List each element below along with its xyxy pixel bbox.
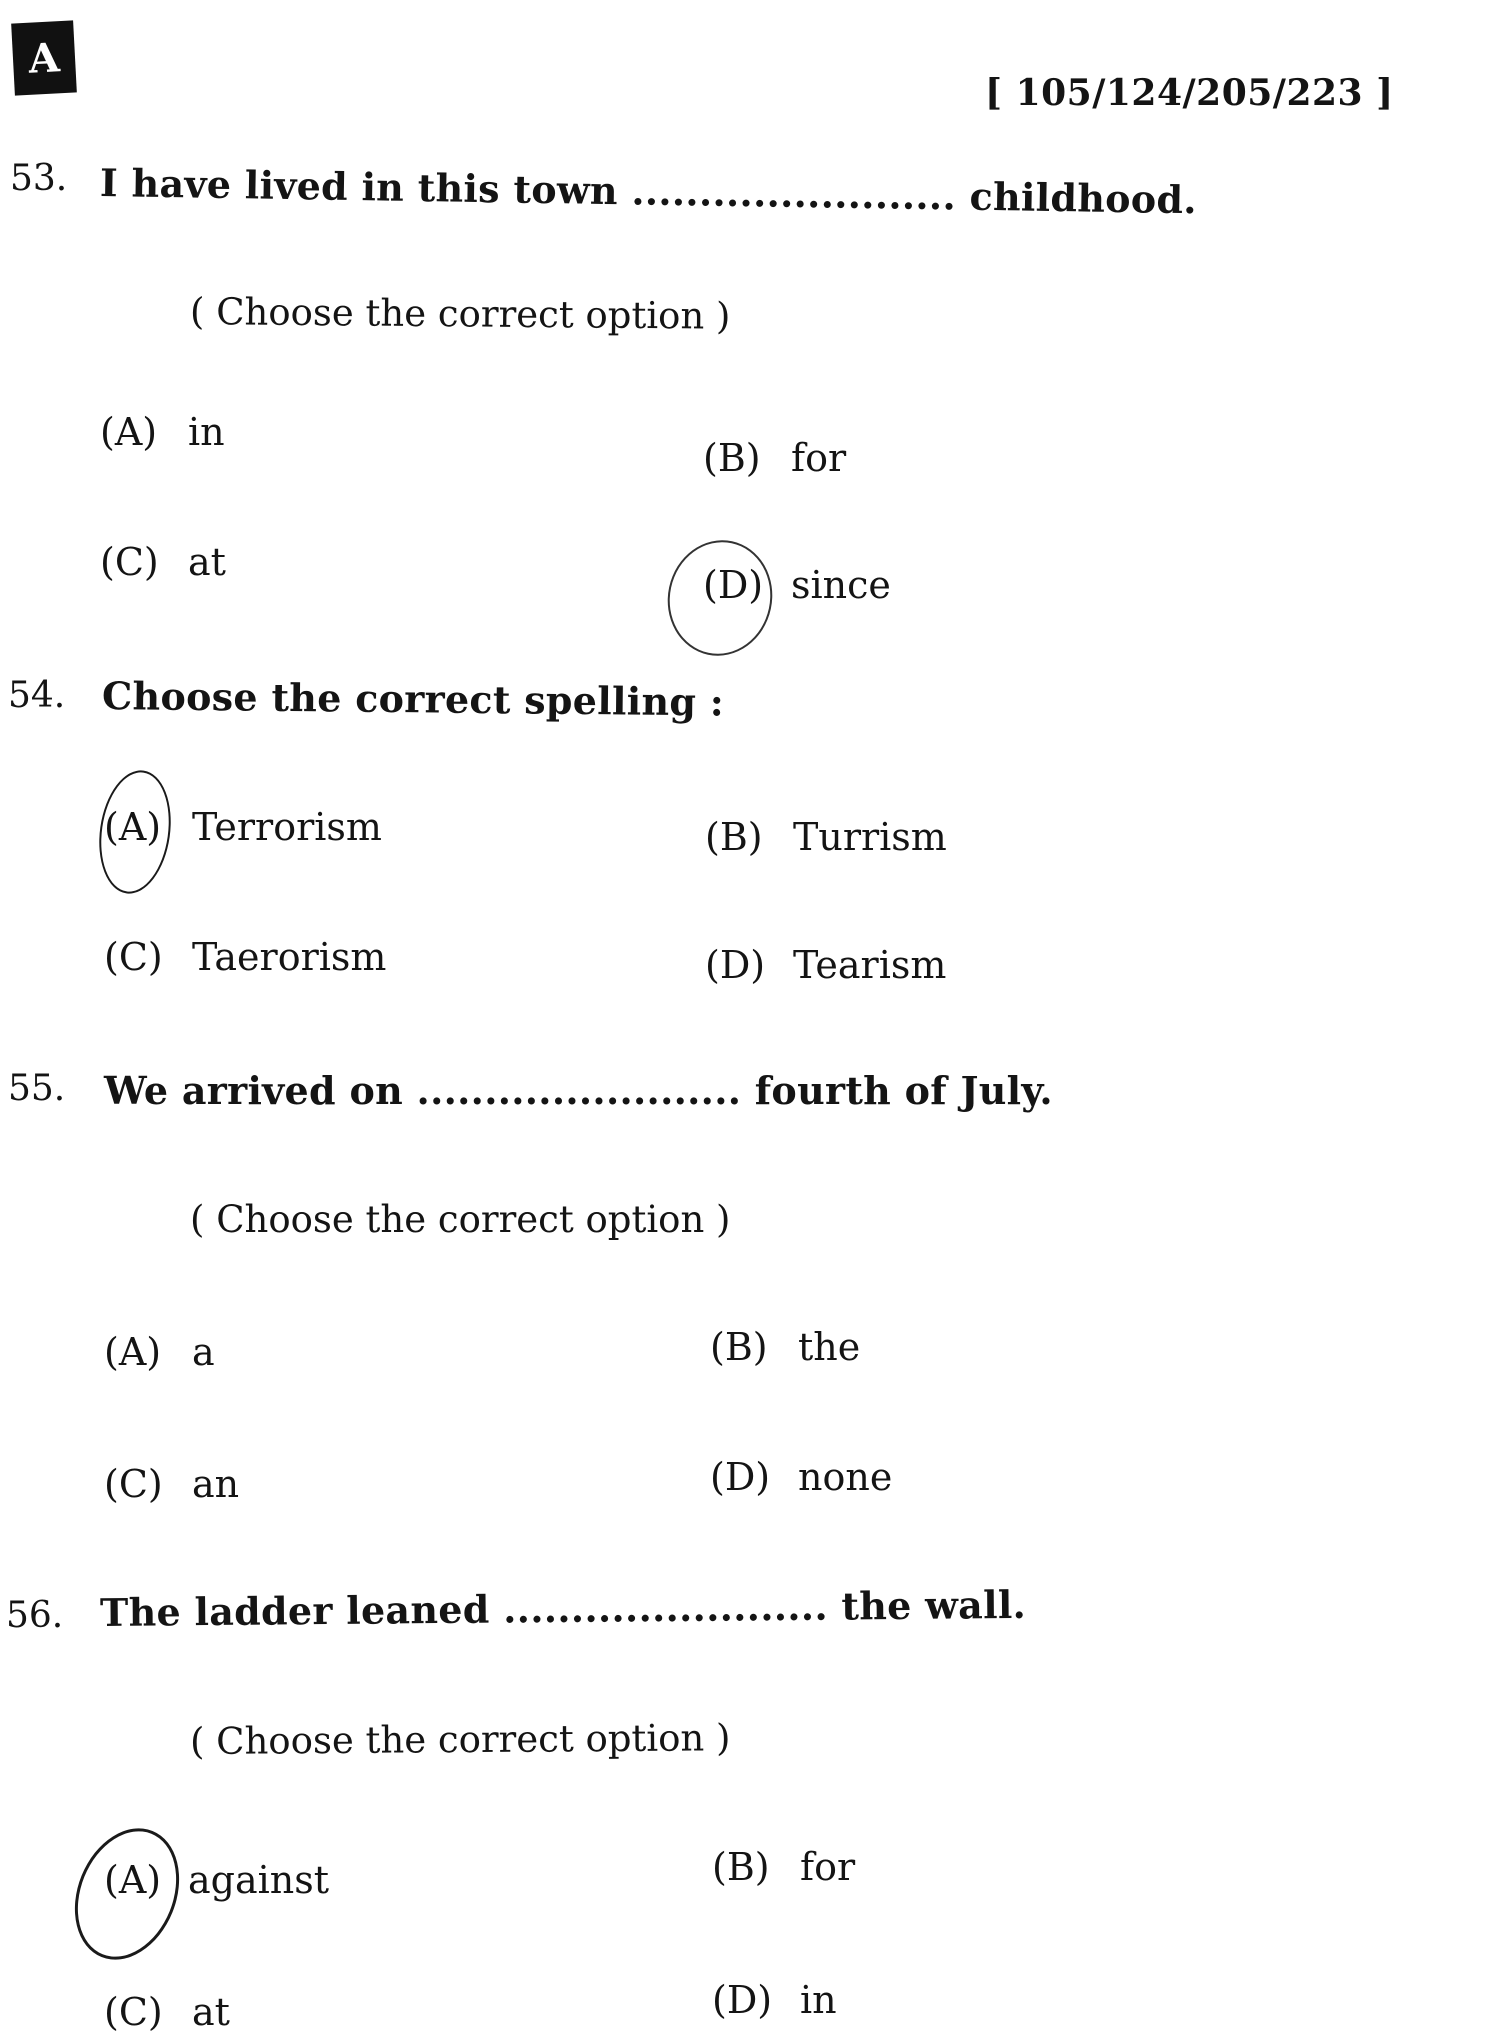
set-badge: A bbox=[11, 20, 77, 95]
question-instruction: ( Choose the correct option ) bbox=[190, 1198, 731, 1241]
option-label: (C) bbox=[100, 540, 159, 584]
question-text: Choose the correct spelling : bbox=[101, 673, 725, 725]
option-d[interactable] bbox=[712, 1978, 837, 2022]
option-label: (C) bbox=[104, 1462, 163, 1506]
option-text: Taerorism bbox=[192, 935, 387, 979]
option-b[interactable] bbox=[710, 1325, 860, 1369]
option-a[interactable] bbox=[104, 1330, 215, 1374]
option-d[interactable] bbox=[705, 943, 946, 987]
option-text: a bbox=[192, 1330, 215, 1374]
option-text: in bbox=[188, 410, 225, 454]
question-instruction: ( Choose the correct option ) bbox=[189, 1716, 731, 1763]
option-label: (B) bbox=[712, 1845, 770, 1889]
option-text: in bbox=[800, 1978, 837, 2022]
option-label: (B) bbox=[710, 1325, 768, 1369]
question-instruction: ( Choose the correct option ) bbox=[189, 290, 731, 338]
option-c[interactable] bbox=[104, 935, 386, 979]
option-label: (A) bbox=[104, 1330, 162, 1374]
question-number: 53. bbox=[10, 158, 68, 199]
option-c[interactable] bbox=[104, 1462, 239, 1506]
option-label: (D) bbox=[705, 943, 766, 987]
option-b[interactable] bbox=[712, 1845, 855, 1889]
option-text: for bbox=[791, 436, 847, 480]
option-label: (A) bbox=[104, 1858, 162, 1902]
question-number: 55. bbox=[8, 1068, 66, 1109]
option-label: (B) bbox=[703, 436, 761, 480]
option-c[interactable] bbox=[104, 1990, 230, 2034]
option-label: (C) bbox=[104, 935, 163, 979]
question-text: The ladder leaned ........................ the wall. bbox=[99, 1581, 1027, 1635]
option-text: an bbox=[192, 1462, 240, 1506]
paper-code: [ 105/124/205/223 ] bbox=[985, 72, 1394, 114]
option-b[interactable] bbox=[705, 815, 947, 859]
option-text: at bbox=[192, 1990, 230, 2034]
option-text: Turrism bbox=[793, 815, 947, 859]
option-a[interactable] bbox=[104, 805, 382, 849]
option-d[interactable] bbox=[703, 563, 891, 607]
option-label: (A) bbox=[104, 805, 162, 849]
option-d[interactable] bbox=[710, 1455, 892, 1499]
option-a[interactable] bbox=[100, 410, 225, 454]
option-text: at bbox=[188, 540, 226, 584]
option-a[interactable] bbox=[104, 1858, 329, 1902]
option-label: (D) bbox=[710, 1455, 771, 1499]
question-number: 54. bbox=[8, 675, 66, 716]
option-text: Terrorism bbox=[192, 805, 382, 849]
option-label: (B) bbox=[705, 815, 763, 859]
option-label: (D) bbox=[712, 1978, 773, 2022]
question-text: We arrived on ........................ fourth of July. bbox=[104, 1068, 1053, 1113]
option-c[interactable] bbox=[100, 540, 226, 584]
option-text: against bbox=[188, 1858, 330, 1902]
question-text: I have lived in this town ........................ childhood. bbox=[99, 160, 1198, 223]
option-label: (C) bbox=[104, 1990, 163, 2034]
option-label: (A) bbox=[100, 410, 158, 454]
option-text: the bbox=[798, 1325, 861, 1369]
option-label: (D) bbox=[703, 563, 764, 607]
option-b[interactable] bbox=[703, 436, 846, 480]
option-text: since bbox=[791, 563, 891, 607]
option-text: for bbox=[800, 1845, 856, 1889]
option-text: Tearism bbox=[793, 943, 947, 987]
question-number: 56. bbox=[6, 1595, 64, 1636]
option-text: none bbox=[798, 1455, 893, 1499]
